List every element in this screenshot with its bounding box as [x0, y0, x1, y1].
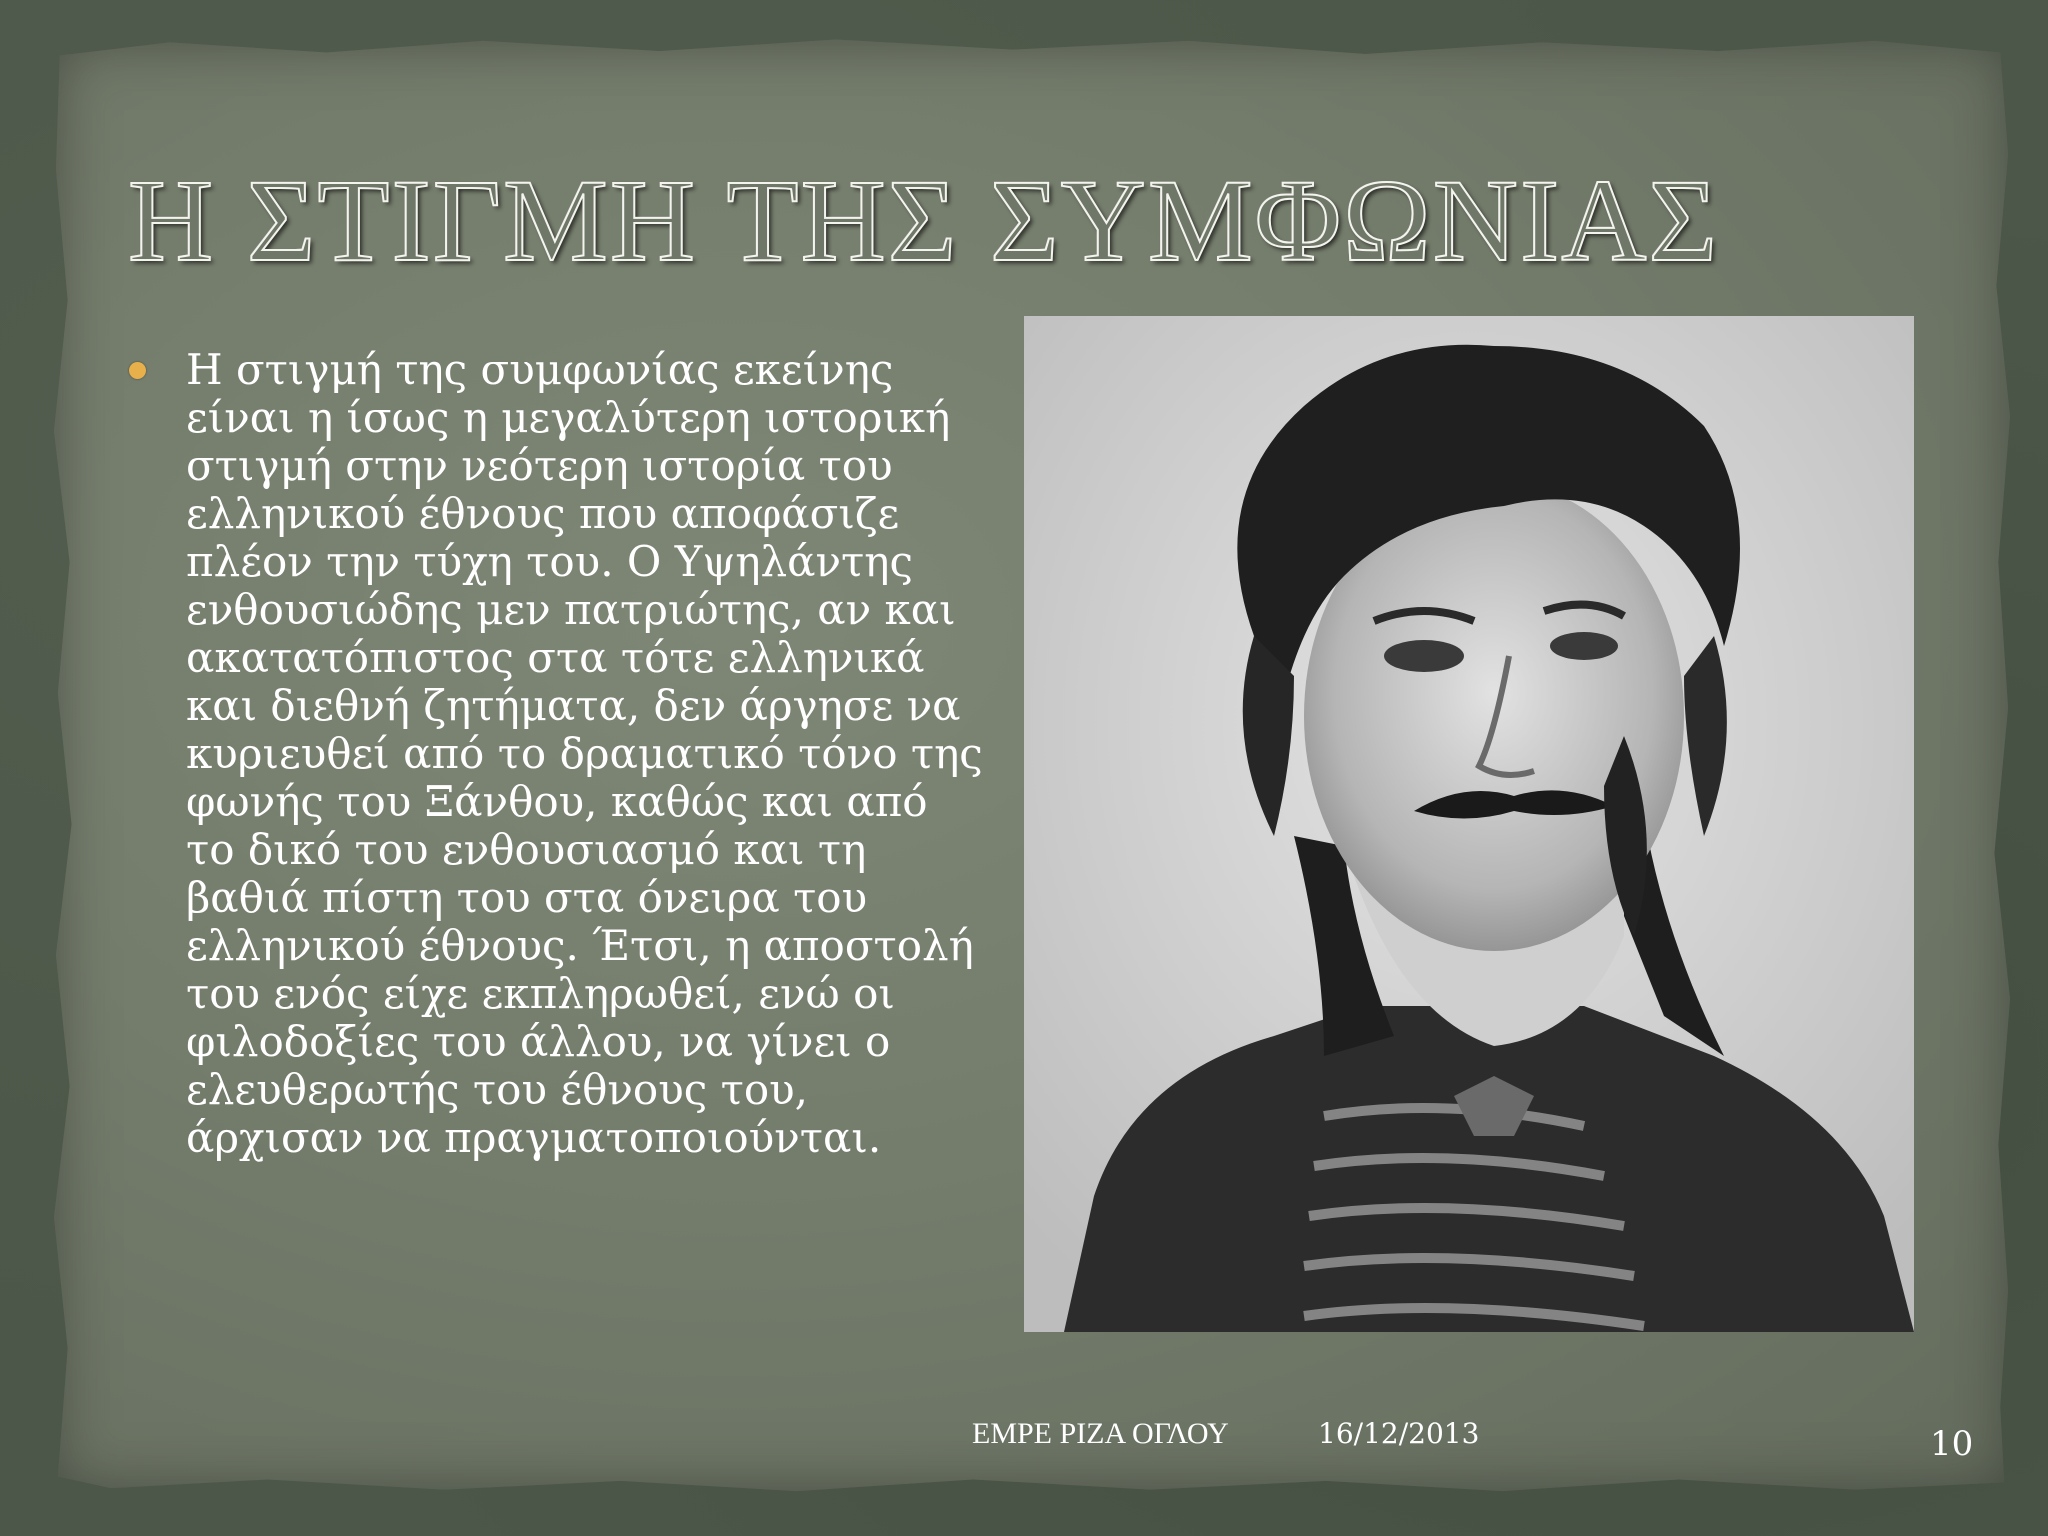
- body-line: πλέον την τύχη του. Ο Υψηλάντης: [186, 537, 913, 586]
- body-line: ακατατόπιστος στα τότε ελληνικά: [186, 633, 925, 682]
- body-line: ελληνικού έθνους. Έτσι, η αποστολή: [186, 921, 974, 970]
- slide-title: Η ΣΤΙΓΜΗ ΤΗΣ ΣΥΜΦΩΝΙΑΣ: [128, 155, 1720, 286]
- slide-body-text: [186, 346, 1016, 1162]
- body-line: και διεθνή ζητήματα, δεν άργησε να: [186, 681, 961, 730]
- body-line: είναι η ίσως η μεγαλύτερη ιστορική: [186, 393, 951, 442]
- portrait-image: [1024, 316, 1914, 1332]
- body-line: στιγμή στην νεότερη ιστορία του: [186, 441, 893, 490]
- body-line: φιλοδοξίες του άλλου, να γίνει ο: [186, 1017, 891, 1066]
- footer-author: ΕΜΡΕ ΡΙΖΑ ΟΓΛΟΥ: [972, 1417, 1229, 1450]
- body-line: Η στιγμή της συμφωνίας εκείνης: [186, 345, 894, 394]
- portrait-drawing: [1024, 316, 1914, 1332]
- body-line: ελευθερωτής του έθνους του,: [186, 1065, 809, 1114]
- bullet-point-icon: [129, 362, 146, 379]
- body-line: βαθιά πίστη του στα όνειρα του: [186, 873, 868, 922]
- body-line: του ενός είχε εκπληρωθεί, ενώ οι: [186, 969, 895, 1018]
- footer-date: 16/12/2013: [1318, 1417, 1480, 1450]
- body-line: κυριευθεί από το δραματικό τόνο της: [186, 729, 983, 778]
- body-line: ενθουσιώδης μεν πατριώτης, αν και: [186, 585, 956, 634]
- slide-page-number: 10: [1930, 1424, 1974, 1464]
- body-line: άρχισαν να πραγματοποιούνται.: [186, 1113, 882, 1162]
- body-line: ελληνικού έθνους που αποφάσιζε: [186, 489, 900, 538]
- body-line: το δικό του ενθουσιασμό και τη: [186, 825, 867, 874]
- body-line: φωνής του Ξάνθου, καθώς και από: [186, 777, 928, 826]
